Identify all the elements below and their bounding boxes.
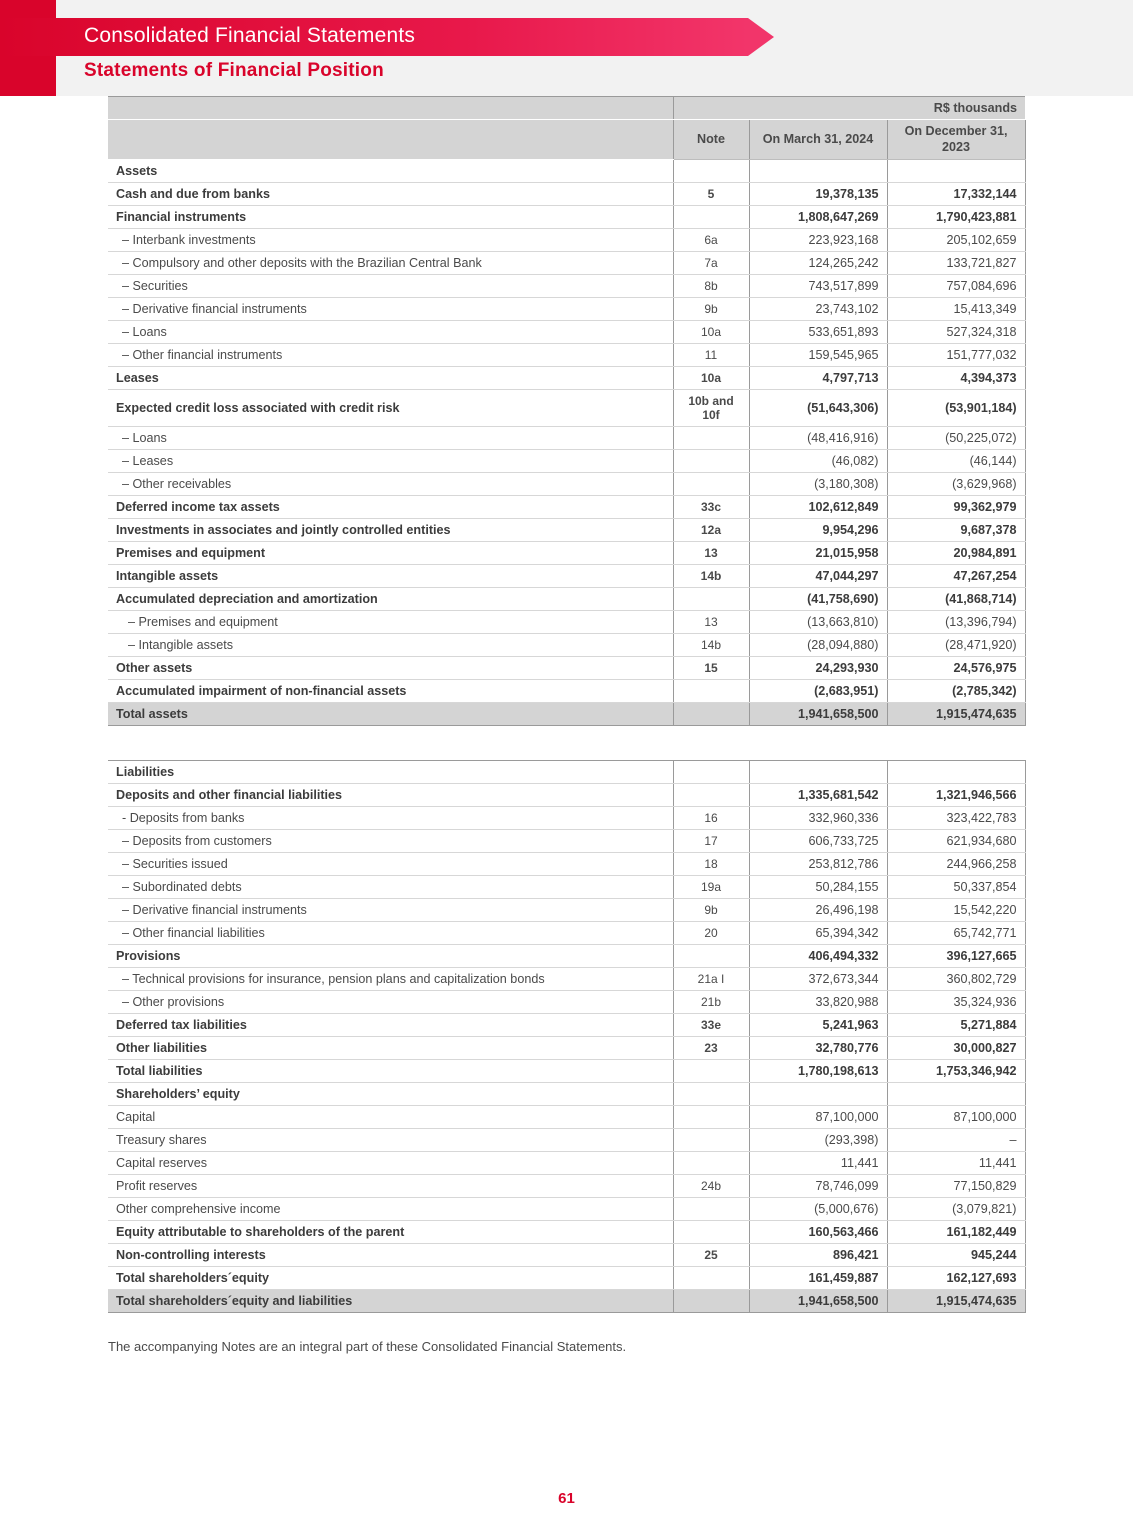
row-label: Deferred income tax assets — [108, 496, 673, 519]
row-note: 10a — [673, 367, 749, 390]
row-label: – Premises and equipment — [108, 611, 673, 634]
table-row — [108, 1060, 1025, 1083]
table-row — [108, 1221, 1025, 1244]
row-label: Total assets — [108, 703, 673, 726]
row-value-1: 21,015,958 — [749, 542, 887, 565]
row-value-1: 4,797,713 — [749, 367, 887, 390]
unit-label: R$ thousands — [673, 97, 1025, 120]
row-note — [673, 1198, 749, 1221]
table-row — [108, 968, 1025, 991]
column-header-note: Note — [673, 120, 749, 160]
row-note: 18 — [673, 853, 749, 876]
row-value-1: 47,044,297 — [749, 565, 887, 588]
row-value-1: (13,663,810) — [749, 611, 887, 634]
row-note: 21a I — [673, 968, 749, 991]
table-row — [108, 1037, 1025, 1060]
row-value-1: (5,000,676) — [749, 1198, 887, 1221]
row-value-1: 1,780,198,613 — [749, 1060, 887, 1083]
row-label: Deposits and other financial liabilities — [108, 784, 673, 807]
row-value-2: 133,721,827 — [887, 252, 1025, 275]
row-value-2: (3,629,968) — [887, 473, 1025, 496]
row-note: 19a — [673, 876, 749, 899]
row-label: – Securities — [108, 275, 673, 298]
table-row — [108, 991, 1025, 1014]
table-row — [108, 542, 1025, 565]
row-label: Provisions — [108, 945, 673, 968]
row-label: Investments in associates and jointly controlled entities — [108, 519, 673, 542]
row-value-2: (3,079,821) — [887, 1198, 1025, 1221]
table-row — [108, 588, 1025, 611]
row-label: Cash and due from banks — [108, 183, 673, 206]
table-row — [108, 1267, 1025, 1290]
row-label: – Derivative financial instruments — [108, 298, 673, 321]
row-value-1: 253,812,786 — [749, 853, 887, 876]
row-value-1: (51,643,306) — [749, 390, 887, 427]
row-value-2: (28,471,920) — [887, 634, 1025, 657]
row-value-2: 151,777,032 — [887, 344, 1025, 367]
row-label: – Technical provisions for insurance, pension plans and capitalization bonds — [108, 968, 673, 991]
header-title: Consolidated Financial Statements — [84, 24, 416, 47]
row-value-1: 743,517,899 — [749, 275, 887, 298]
row-value-2: 99,362,979 — [887, 496, 1025, 519]
row-value-2: 396,127,665 — [887, 945, 1025, 968]
table-row — [108, 252, 1025, 275]
row-note: 7a — [673, 252, 749, 275]
row-note: 9b — [673, 899, 749, 922]
liabilities-table — [108, 760, 1026, 1313]
row-value-2: 1,915,474,635 — [887, 703, 1025, 726]
row-value-1: 65,394,342 — [749, 922, 887, 945]
table-row — [108, 634, 1025, 657]
table-row — [108, 657, 1025, 680]
table-row — [108, 390, 1025, 427]
row-note: 8b — [673, 275, 749, 298]
row-note — [673, 588, 749, 611]
page-title: Statements of Financial Position — [84, 60, 384, 81]
column-header-period1: On March 31, 2024 — [749, 120, 887, 160]
row-label: Accumulated impairment of non-financial assets — [108, 680, 673, 703]
row-label: Treasury shares — [108, 1129, 673, 1152]
header-spacer — [108, 97, 673, 120]
row-note: 25 — [673, 1244, 749, 1267]
row-note: 16 — [673, 807, 749, 830]
row-note: 10a — [673, 321, 749, 344]
table-row — [108, 1106, 1025, 1129]
table-row — [108, 565, 1025, 588]
page-body — [0, 96, 1133, 1354]
row-value-1: 33,820,988 — [749, 991, 887, 1014]
row-label: Expected credit loss associated with credit risk — [108, 390, 673, 427]
row-value-2: 9,687,378 — [887, 519, 1025, 542]
row-label: – Securities issued — [108, 853, 673, 876]
row-value-2: 323,422,783 — [887, 807, 1025, 830]
row-value-1: (46,082) — [749, 450, 887, 473]
row-label: Non-controlling interests — [108, 1244, 673, 1267]
row-value-1: (2,683,951) — [749, 680, 887, 703]
row-note: 23 — [673, 1037, 749, 1060]
row-value-1: 223,923,168 — [749, 229, 887, 252]
row-value-1: 26,496,198 — [749, 899, 887, 922]
row-label: – Leases — [108, 450, 673, 473]
row-value-1: 372,673,344 — [749, 968, 887, 991]
header-spacer-2 — [108, 120, 673, 160]
row-label: Total shareholders´equity — [108, 1267, 673, 1290]
row-value-1: 1,941,658,500 — [749, 1290, 887, 1313]
row-note — [673, 1152, 749, 1175]
row-value-1: (3,180,308) — [749, 473, 887, 496]
row-value-1: 24,293,930 — [749, 657, 887, 680]
table-gap — [108, 726, 1025, 760]
row-value-1: 160,563,466 — [749, 1221, 887, 1244]
row-value-2: 5,271,884 — [887, 1014, 1025, 1037]
row-label: – Subordinated debts — [108, 876, 673, 899]
row-value-2: 15,542,220 — [887, 899, 1025, 922]
row-note: 33e — [673, 1014, 749, 1037]
row-value-2: 47,267,254 — [887, 565, 1025, 588]
table-row — [108, 1244, 1025, 1267]
row-note: 14b — [673, 565, 749, 588]
table-row — [108, 229, 1025, 252]
row-value-2: 35,324,936 — [887, 991, 1025, 1014]
row-value-1: 50,284,155 — [749, 876, 887, 899]
total-equity-liabilities-row — [108, 1290, 1025, 1313]
row-value-2: (50,225,072) — [887, 427, 1025, 450]
row-label: Leases — [108, 367, 673, 390]
row-label: – Loans — [108, 321, 673, 344]
table-row — [108, 298, 1025, 321]
row-value-1: (293,398) — [749, 1129, 887, 1152]
row-note: 14b — [673, 634, 749, 657]
row-note: 11 — [673, 344, 749, 367]
row-value-1: 23,743,102 — [749, 298, 887, 321]
row-value-1: 159,545,965 — [749, 344, 887, 367]
total-assets-row — [108, 703, 1025, 726]
table-row — [108, 945, 1025, 968]
table-row — [108, 321, 1025, 344]
row-value-1 — [749, 761, 887, 784]
row-value-2: 527,324,318 — [887, 321, 1025, 344]
row-note — [673, 945, 749, 968]
row-value-1: 9,954,296 — [749, 519, 887, 542]
row-note: 24b — [673, 1175, 749, 1198]
row-label: Other liabilities — [108, 1037, 673, 1060]
row-label: Total shareholders´equity and liabilities — [108, 1290, 673, 1313]
row-value-2: – — [887, 1129, 1025, 1152]
row-label: Deferred tax liabilities — [108, 1014, 673, 1037]
row-label: – Intangible assets — [108, 634, 673, 657]
row-note: 10b and 10f — [673, 390, 749, 427]
row-value-1: 32,780,776 — [749, 1037, 887, 1060]
row-value-1: 161,459,887 — [749, 1267, 887, 1290]
row-value-2: 621,934,680 — [887, 830, 1025, 853]
row-value-2 — [887, 160, 1025, 183]
row-value-2: 757,084,696 — [887, 275, 1025, 298]
row-label: – Other financial instruments — [108, 344, 673, 367]
row-label: – Loans — [108, 427, 673, 450]
row-value-2 — [887, 1083, 1025, 1106]
row-value-1: (41,758,690) — [749, 588, 887, 611]
table-row — [108, 344, 1025, 367]
row-note — [673, 680, 749, 703]
row-note — [673, 427, 749, 450]
row-note: 21b — [673, 991, 749, 1014]
row-value-1: (28,094,880) — [749, 634, 887, 657]
row-value-1: 1,335,681,542 — [749, 784, 887, 807]
row-note: 6a — [673, 229, 749, 252]
row-label: – Interbank investments — [108, 229, 673, 252]
row-value-1: (48,416,916) — [749, 427, 887, 450]
row-value-1: 102,612,849 — [749, 496, 887, 519]
table-row — [108, 160, 1025, 183]
row-label: Assets — [108, 160, 673, 183]
row-value-2: 30,000,827 — [887, 1037, 1025, 1060]
footnote: The accompanying Notes are an integral part of these Consolidated Financial Statements. — [108, 1339, 627, 1355]
row-note — [673, 1106, 749, 1129]
row-note: 13 — [673, 542, 749, 565]
row-value-2: 360,802,729 — [887, 968, 1025, 991]
column-header-period2: On December 31, 2023 — [887, 120, 1025, 160]
row-value-2: 20,984,891 — [887, 542, 1025, 565]
row-value-2: 1,915,474,635 — [887, 1290, 1025, 1313]
row-value-2: (46,144) — [887, 450, 1025, 473]
table-row — [108, 183, 1025, 206]
row-note: 33c — [673, 496, 749, 519]
row-value-1: 606,733,725 — [749, 830, 887, 853]
row-label: Liabilities — [108, 761, 673, 784]
row-label: Profit reserves — [108, 1175, 673, 1198]
row-note: 12a — [673, 519, 749, 542]
table-row — [108, 853, 1025, 876]
row-value-2: 77,150,829 — [887, 1175, 1025, 1198]
row-note — [673, 1290, 749, 1313]
assets-table — [108, 96, 1026, 726]
row-note: 17 — [673, 830, 749, 853]
row-value-1: 124,265,242 — [749, 252, 887, 275]
row-note — [673, 473, 749, 496]
row-value-1: 896,421 — [749, 1244, 887, 1267]
row-value-2: 15,413,349 — [887, 298, 1025, 321]
table-row — [108, 275, 1025, 298]
row-value-1 — [749, 1083, 887, 1106]
row-value-1: 332,960,336 — [749, 807, 887, 830]
row-note — [673, 160, 749, 183]
row-value-1: 19,378,135 — [749, 183, 887, 206]
row-label: Shareholders’ equity — [108, 1083, 673, 1106]
row-note — [673, 1129, 749, 1152]
row-value-2: (13,396,794) — [887, 611, 1025, 634]
table-row — [108, 876, 1025, 899]
row-label: – Other financial liabilities — [108, 922, 673, 945]
row-note — [673, 761, 749, 784]
row-label: – Deposits from customers — [108, 830, 673, 853]
row-value-2: 17,332,144 — [887, 183, 1025, 206]
table-row — [108, 427, 1025, 450]
row-value-2: 65,742,771 — [887, 922, 1025, 945]
table-row — [108, 519, 1025, 542]
row-note — [673, 703, 749, 726]
row-note: 20 — [673, 922, 749, 945]
row-value-2 — [887, 761, 1025, 784]
table-row — [108, 784, 1025, 807]
row-value-1: 5,241,963 — [749, 1014, 887, 1037]
row-note: 13 — [673, 611, 749, 634]
row-note — [673, 784, 749, 807]
table-row — [108, 206, 1025, 229]
row-value-2: 87,100,000 — [887, 1106, 1025, 1129]
row-value-2: 50,337,854 — [887, 876, 1025, 899]
table-row — [108, 1152, 1025, 1175]
table-row — [108, 830, 1025, 853]
row-value-2: (53,901,184) — [887, 390, 1025, 427]
table-row — [108, 1129, 1025, 1152]
row-label: Total liabilities — [108, 1060, 673, 1083]
row-value-1: 1,808,647,269 — [749, 206, 887, 229]
row-note: 5 — [673, 183, 749, 206]
row-label: – Derivative financial instruments — [108, 899, 673, 922]
row-value-1: 1,941,658,500 — [749, 703, 887, 726]
row-value-2: 162,127,693 — [887, 1267, 1025, 1290]
table-row — [108, 680, 1025, 703]
row-value-2: (2,785,342) — [887, 680, 1025, 703]
row-label: – Other receivables — [108, 473, 673, 496]
row-note — [673, 1083, 749, 1106]
row-note — [673, 1060, 749, 1083]
table-row — [108, 496, 1025, 519]
row-value-1: 87,100,000 — [749, 1106, 887, 1129]
row-label: – Other provisions — [108, 991, 673, 1014]
row-note — [673, 450, 749, 473]
table-row — [108, 473, 1025, 496]
row-value-2: 24,576,975 — [887, 657, 1025, 680]
table-row — [108, 1175, 1025, 1198]
table-row — [108, 807, 1025, 830]
row-note: 15 — [673, 657, 749, 680]
row-value-2: 4,394,373 — [887, 367, 1025, 390]
row-value-2: 11,441 — [887, 1152, 1025, 1175]
row-value-2: 205,102,659 — [887, 229, 1025, 252]
table-row — [108, 922, 1025, 945]
row-label: Accumulated depreciation and amortization — [108, 588, 673, 611]
page-header — [0, 0, 1133, 96]
table-row — [108, 450, 1025, 473]
row-label: Premises and equipment — [108, 542, 673, 565]
row-label: Capital — [108, 1106, 673, 1129]
row-label: Intangible assets — [108, 565, 673, 588]
row-value-1 — [749, 160, 887, 183]
row-value-1: 11,441 — [749, 1152, 887, 1175]
row-label: – Compulsory and other deposits with the Brazilian Central Bank — [108, 252, 673, 275]
row-note: 9b — [673, 298, 749, 321]
table-header-row — [108, 120, 1025, 160]
row-note — [673, 1267, 749, 1290]
row-note — [673, 1221, 749, 1244]
row-value-1: 78,746,099 — [749, 1175, 887, 1198]
liabilities-rows — [108, 761, 1025, 1313]
row-label: Other assets — [108, 657, 673, 680]
row-label: Other comprehensive income — [108, 1198, 673, 1221]
row-value-2: 244,966,258 — [887, 853, 1025, 876]
table-row — [108, 1014, 1025, 1037]
row-label: Financial instruments — [108, 206, 673, 229]
row-value-2: 945,244 — [887, 1244, 1025, 1267]
table-row — [108, 367, 1025, 390]
row-value-2: 1,753,346,942 — [887, 1060, 1025, 1083]
page-number: 61 — [558, 1490, 575, 1507]
table-row — [108, 1083, 1025, 1106]
table-header-unit-row — [108, 97, 1025, 120]
assets-rows — [108, 160, 1025, 726]
table-row — [108, 899, 1025, 922]
table-row — [108, 611, 1025, 634]
row-label: Capital reserves — [108, 1152, 673, 1175]
row-label: Equity attributable to shareholders of the parent — [108, 1221, 673, 1244]
row-note — [673, 206, 749, 229]
row-value-1: 406,494,332 — [749, 945, 887, 968]
row-value-2: 1,790,423,881 — [887, 206, 1025, 229]
row-value-1: 533,651,893 — [749, 321, 887, 344]
table-row — [108, 1198, 1025, 1221]
table-row — [108, 761, 1025, 784]
row-value-2: (41,868,714) — [887, 588, 1025, 611]
row-label: - Deposits from banks — [108, 807, 673, 830]
row-value-2: 161,182,449 — [887, 1221, 1025, 1244]
row-value-2: 1,321,946,566 — [887, 784, 1025, 807]
